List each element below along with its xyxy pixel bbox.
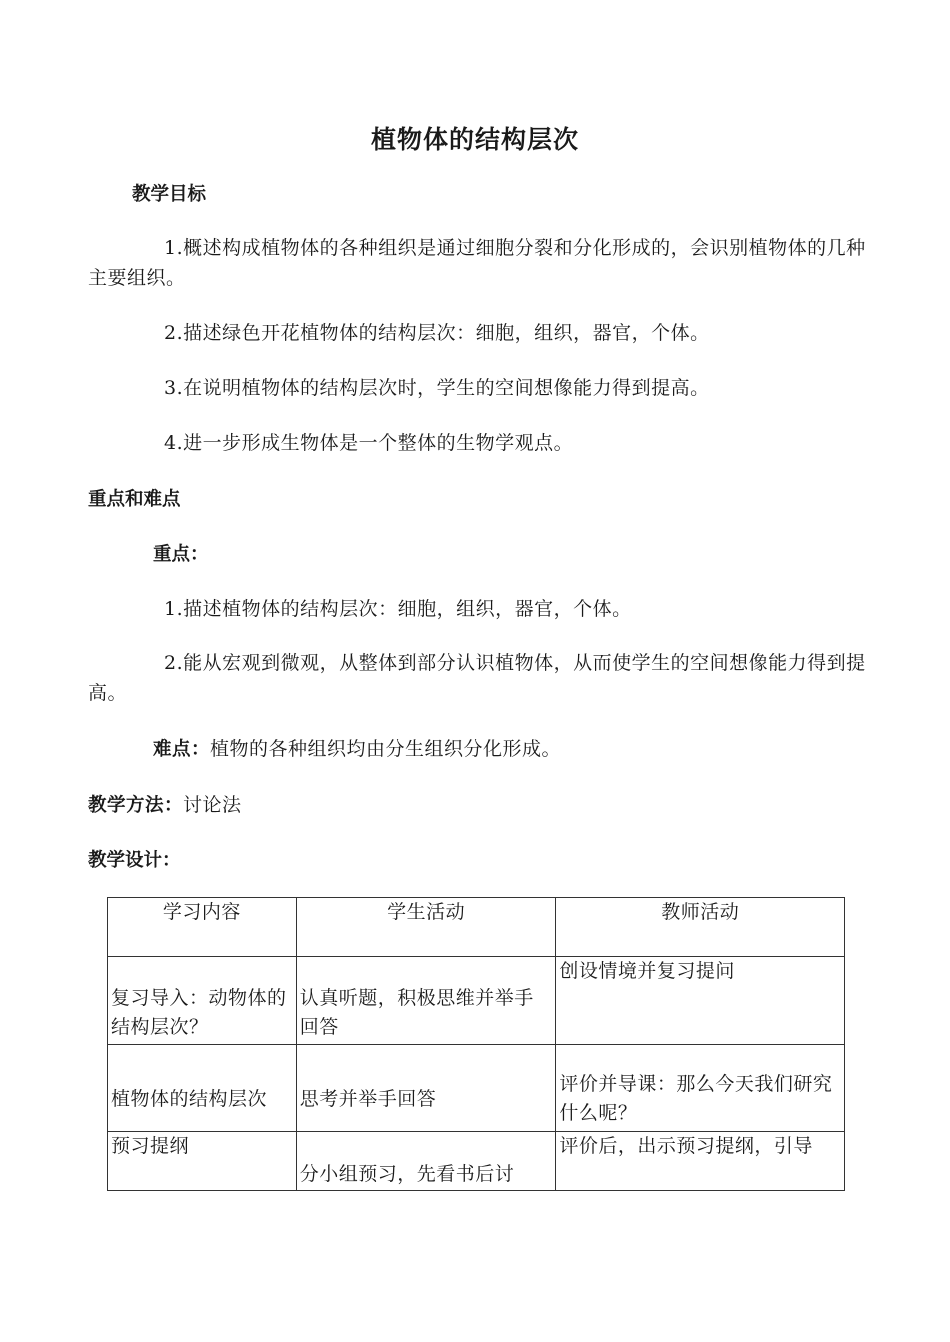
key-points-heading: 重点和难点 <box>88 489 181 510</box>
table-header-cell: 学生活动 <box>296 898 556 957</box>
table-row <box>108 957 845 1045</box>
table-cell: 思考并举手回答 <box>296 1045 556 1132</box>
objective-item-3: 3.在说明植物体的结构层次时，学生的空间想像能力得到提高。 <box>164 377 710 399</box>
design-heading: 教学设计： <box>88 850 181 871</box>
table-header-cell: 学习内容 <box>108 898 297 957</box>
table-cell: 分小组预习，先看书后讨 <box>296 1132 556 1191</box>
table-cell: 创设情境并复习提问 <box>556 957 845 1045</box>
focus-item-2: 2.能从宏观到微观，从整体到部分认识植物体，从而使学生的空间想像能力得到提高。 <box>88 652 866 704</box>
difficulty-line <box>153 734 561 761</box>
method-value: 讨论法 <box>183 794 242 816</box>
objective-item-4: 4.进一步形成生物体是一个整体的生物学观点。 <box>164 432 574 454</box>
difficulty-label: 难点： <box>153 739 211 760</box>
objective-item-1: 1.概述构成植物体的各种组织是通过细胞分裂和分化形成的，会识别植物体的几种主要组织。 <box>88 237 866 289</box>
focus-item-1: 1.描述植物体的结构层次：细胞，组织，器官，个体。 <box>164 598 632 620</box>
method-line <box>88 790 242 817</box>
table-cell: 评价后，出示预习提纲，引导 <box>556 1132 845 1191</box>
table-cell: 植物体的结构层次 <box>108 1045 297 1132</box>
objective-item-2: 2.描述绿色开花植物体的结构层次：细胞，组织，器官，个体。 <box>164 322 710 344</box>
objectives-heading: 教学目标 <box>132 184 207 205</box>
difficulty-text: 植物的各种组织均由分生组织分化形成。 <box>210 738 562 760</box>
table-cell: 评价并导课：那么今天我们研究什么呢？ <box>556 1045 845 1132</box>
table-cell: 认真听题，积极思维并举手回答 <box>296 957 556 1045</box>
table-cell: 复习导入：动物体的结构层次？ <box>108 957 297 1045</box>
method-label: 教学方法： <box>88 795 184 816</box>
table-header-cell: 教师活动 <box>556 898 845 957</box>
table-cell: 预习提纲 <box>108 1132 297 1191</box>
table-row <box>108 1132 845 1191</box>
focus-label: 重点： <box>153 544 209 565</box>
table-row <box>108 1045 845 1132</box>
design-table <box>107 897 845 1191</box>
page-title: 植物体的结构层次 <box>370 125 579 154</box>
table-header-row <box>108 898 845 957</box>
